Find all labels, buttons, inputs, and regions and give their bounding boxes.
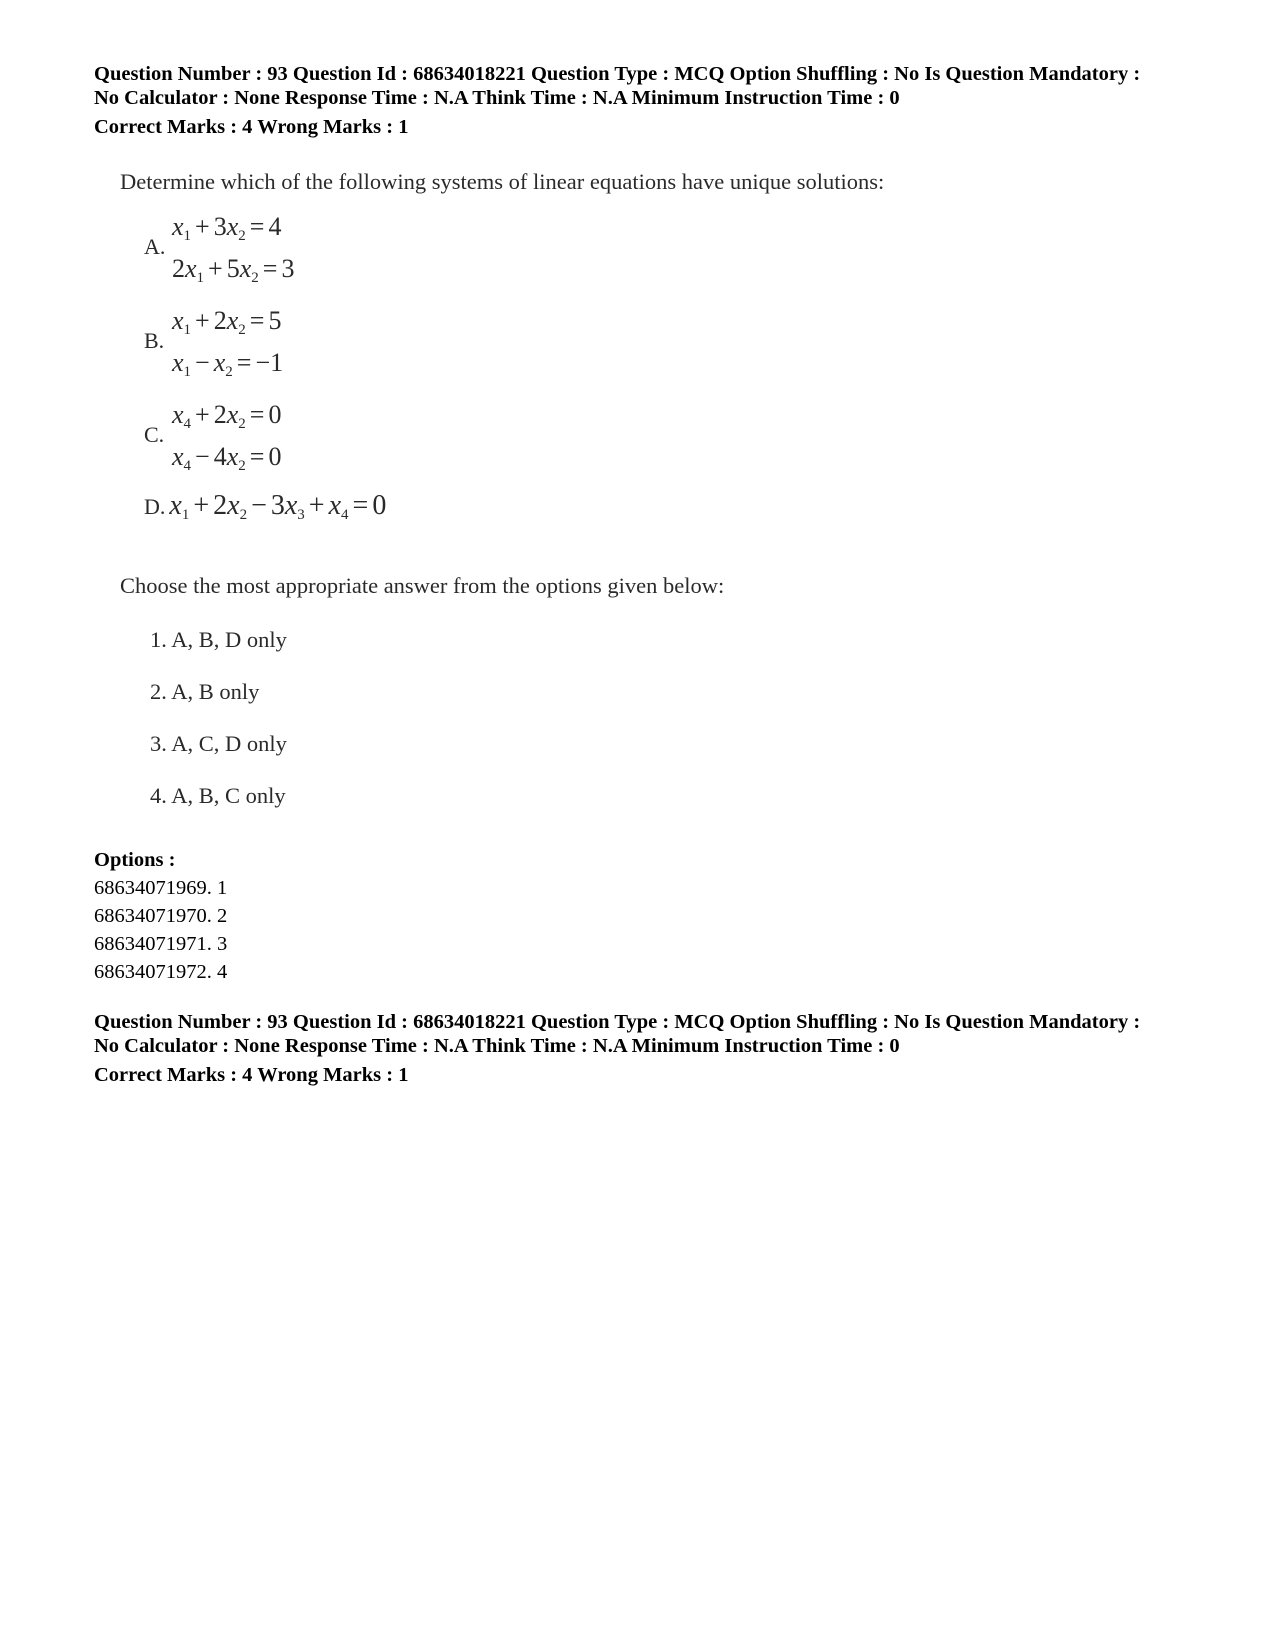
options-list [94,846,227,986]
answer-choice-3: 3. A, C, D only [150,731,287,756]
system-letter: B. [144,328,165,353]
header-line-1: Question Number : 93 Question Id : 68634018221 Question Type : MCQ Option Shuffling : No Is Question Mandatory : [94,63,1141,85]
system-b [144,300,544,384]
answer-choice-2: 2. A, B only [150,679,260,704]
system-a [144,206,544,290]
marks-line: Correct Marks : 4 Wrong Marks : 1 [94,1064,409,1086]
option-item: 68634071969. 1 [94,877,228,899]
equation: $x_1 + 2x_2 = 5$ [172,306,282,338]
system-d [144,490,386,522]
header-line-2: No Calculator : None Response Time : N.A Think Time : N.A Minimum Instruction Time : 0 [94,1035,900,1057]
option-item: 68634071972. 4 [94,961,228,983]
question-stem: Determine which of the following systems of linear equations have unique solutions: [120,169,885,194]
option-item: 68634071971. 3 [94,933,228,955]
question-prompt: Choose the most appropriate answer from the options given below: [120,573,725,598]
header-line-2: No Calculator : None Response Time : N.A Think Time : N.A Minimum Instruction Time : 0 [94,87,900,109]
equation: $2x_1 + 5x_2 = 3$ [172,254,295,286]
system-letter: D. [144,494,166,519]
equation: $x_1 - x_2 = -1$ [172,348,284,380]
marks-line: Correct Marks : 4 Wrong Marks : 1 [94,116,409,138]
equation: $x_1 + 3x_2 = 4$ [172,212,282,244]
next-question-header [94,1010,1214,1087]
system-c [144,394,544,478]
system-letter: A. [144,234,166,259]
question-body [110,160,970,820]
system-letter: C. [144,422,165,447]
equation: $x_4 + 2x_2 = 0$ [172,400,282,432]
equation: $x_1 + 2x_2 - 3x_3 + x_4 = 0$ [169,490,387,523]
equation: $x_4 - 4x_2 = 0$ [172,442,282,474]
answer-choice-4: 4. A, B, C only [150,783,286,808]
option-item: 68634071970. 2 [94,905,228,927]
options-title: Options : [94,849,176,871]
answer-choice-1: 1. A, B, D only [150,627,287,652]
question-header [94,62,1214,139]
header-line-1: Question Number : 93 Question Id : 68634018221 Question Type : MCQ Option Shuffling : No Is Question Mandatory : [94,1011,1141,1033]
